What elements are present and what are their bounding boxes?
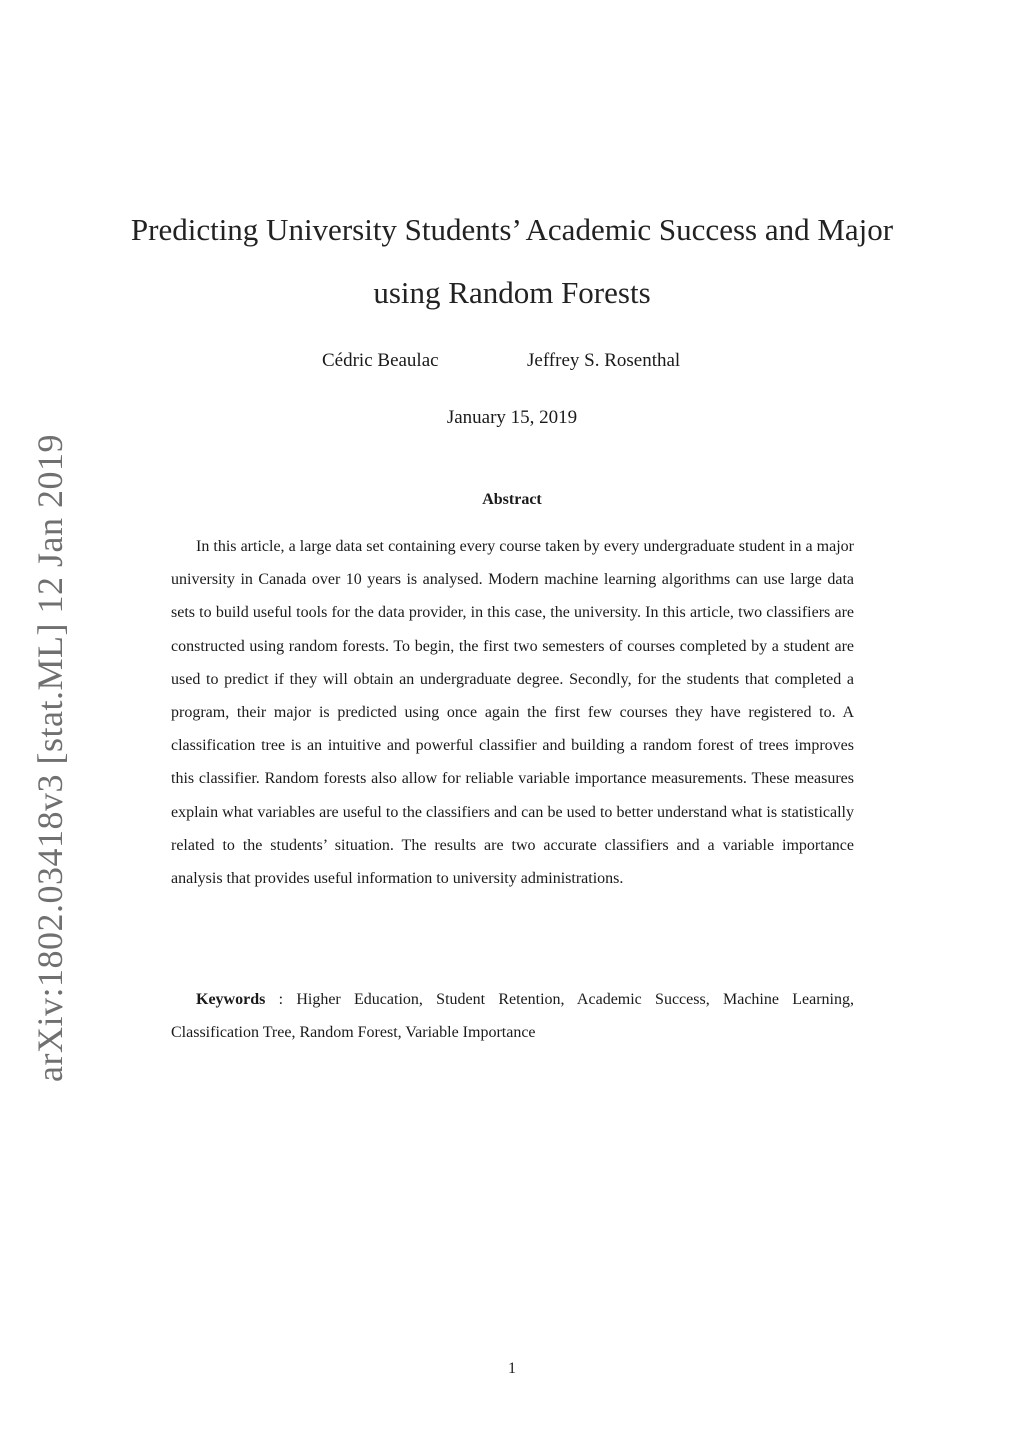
abstract-body: In this article, a large data set containing every course taken by every undergraduate student in a major university in Canada over 10 years is analysed. Modern machine learning algorithms can use large data sets to build useful tools for the data provider, in this case, the university. In this article, two classifiers are constructed using random forests. To begin, the first two semesters of courses completed by a student are used to predict if they will obtain an undergraduate degree. Secondly, for the students that completed a program, their major is predicted using once again the first few courses they have registered to. A classification tree is an intuitive and powerful classifier and building a random forest of trees improves this classifier. Random forests also allow for reliable variable importance measurements. These measures explain what variables are useful to the classifiers and can be used to better understand what is statistically related to the students’ situation. The results are two accurate classifiers and a variable importance analysis that provides useful information to university administrations. xyxy=(171,538,854,888)
paper-title-line-1: Predicting University Students’ Academic Success and Major xyxy=(130,212,894,247)
arxiv-identifier-text: arXiv:1802.03418v3 [stat.ML] 12 Jan 2019 xyxy=(30,434,70,1082)
paper-title-line-2: using Random Forests xyxy=(373,275,651,310)
abstract-heading: Abstract xyxy=(482,491,542,508)
author-1: Cédric Beaulac xyxy=(322,350,439,371)
keywords-paragraph xyxy=(171,983,854,1049)
arxiv-identifier-stamp xyxy=(30,434,70,1082)
page-number: 1 xyxy=(508,1360,516,1377)
keywords-list: : Higher Education, Student Retention, Academic Success, Machine Learning, Classification Tree, Random Forest, Variable Importance xyxy=(171,991,854,1042)
author-2: Jeffrey S. Rosenthal xyxy=(527,350,681,371)
keywords-label: Keywords xyxy=(196,991,266,1008)
publication-date: January 15, 2019 xyxy=(446,407,578,428)
